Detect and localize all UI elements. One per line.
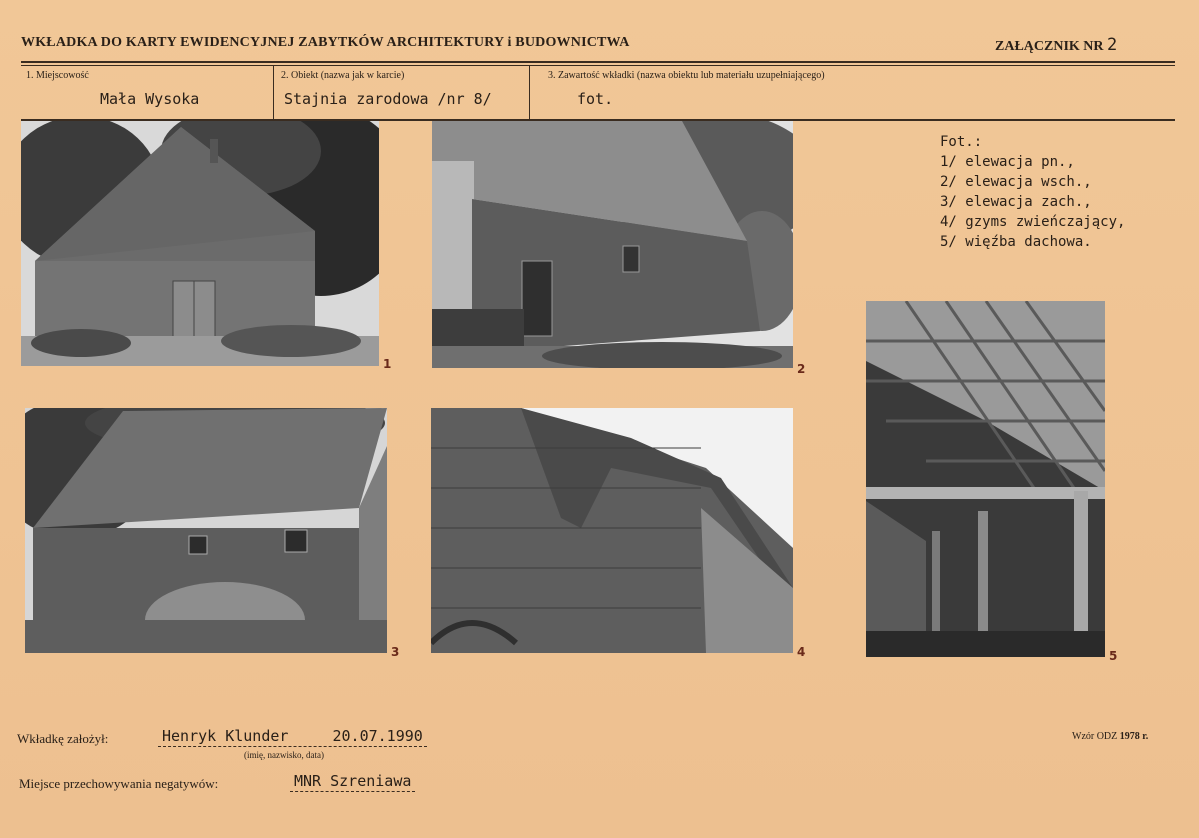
appendix-label-text: ZAŁĄCZNIK NR <box>995 39 1104 54</box>
form-version <box>1072 731 1148 742</box>
photo-number-3: 3 <box>391 645 400 659</box>
object-label: 2. Obiekt (nazwa jak w karcie) <box>281 70 405 81</box>
caption-item: 5/ więźba dachowa. <box>940 234 1092 250</box>
photo-number-1: 1 <box>383 357 392 371</box>
created-by-value <box>158 727 427 747</box>
storage-label: Miejsce przechowywania negatywów: <box>19 776 219 791</box>
form-label: Wzór ODZ <box>1072 731 1118 742</box>
content-label: 3. Zawartość wkładki (nazwa obiektu lub materiału uzupełniającego) <box>548 70 825 81</box>
creator-name: Henryk Klunder <box>162 727 289 745</box>
form-year: 1978 r. <box>1119 731 1149 742</box>
field-separator <box>529 66 530 119</box>
locality-value: Mała Wysoka <box>100 90 200 108</box>
appendix-number: 2 <box>1107 35 1118 55</box>
photo-cornice <box>431 408 793 653</box>
photo-east-elevation <box>432 121 793 368</box>
captions-heading: Fot.: <box>940 134 983 150</box>
appendix-label <box>995 35 1117 55</box>
header-rule-inner <box>21 65 1175 66</box>
sheet-title: WKŁADKA DO KARTY EWIDENCYJNEJ ZABYTKÓW ARCHITEKTURY i BUDOWNICTWA <box>21 35 630 50</box>
object-value: Stajnia zarodowa /nr 8/ <box>284 90 492 108</box>
photo-north-elevation <box>21 121 379 366</box>
photo-number-2: 2 <box>797 362 806 376</box>
photo-number-4: 4 <box>797 645 806 659</box>
photo-number-5: 5 <box>1109 649 1118 663</box>
locality-label: 1. Miejscowość <box>26 70 89 81</box>
caption-item: 3/ elewacja zach., <box>940 194 1092 210</box>
caption-item: 1/ elewacja pn., <box>940 154 1075 170</box>
header-rule <box>21 61 1175 63</box>
storage-value: MNR Szreniawa <box>290 772 415 792</box>
field-separator <box>273 66 274 119</box>
creation-date: 20.07.1990 <box>332 727 423 745</box>
photo-captions <box>940 132 1125 252</box>
photo-roof-truss <box>866 301 1105 657</box>
created-by-hint: (imię, nazwisko, data) <box>244 750 324 760</box>
content-value: fot. <box>577 90 614 108</box>
photo-west-elevation <box>25 408 387 653</box>
caption-item: 4/ gzyms zwieńczający, <box>940 214 1126 230</box>
created-by-label: Wkładkę założył: <box>17 731 109 746</box>
caption-item: 2/ elewacja wsch., <box>940 174 1092 190</box>
